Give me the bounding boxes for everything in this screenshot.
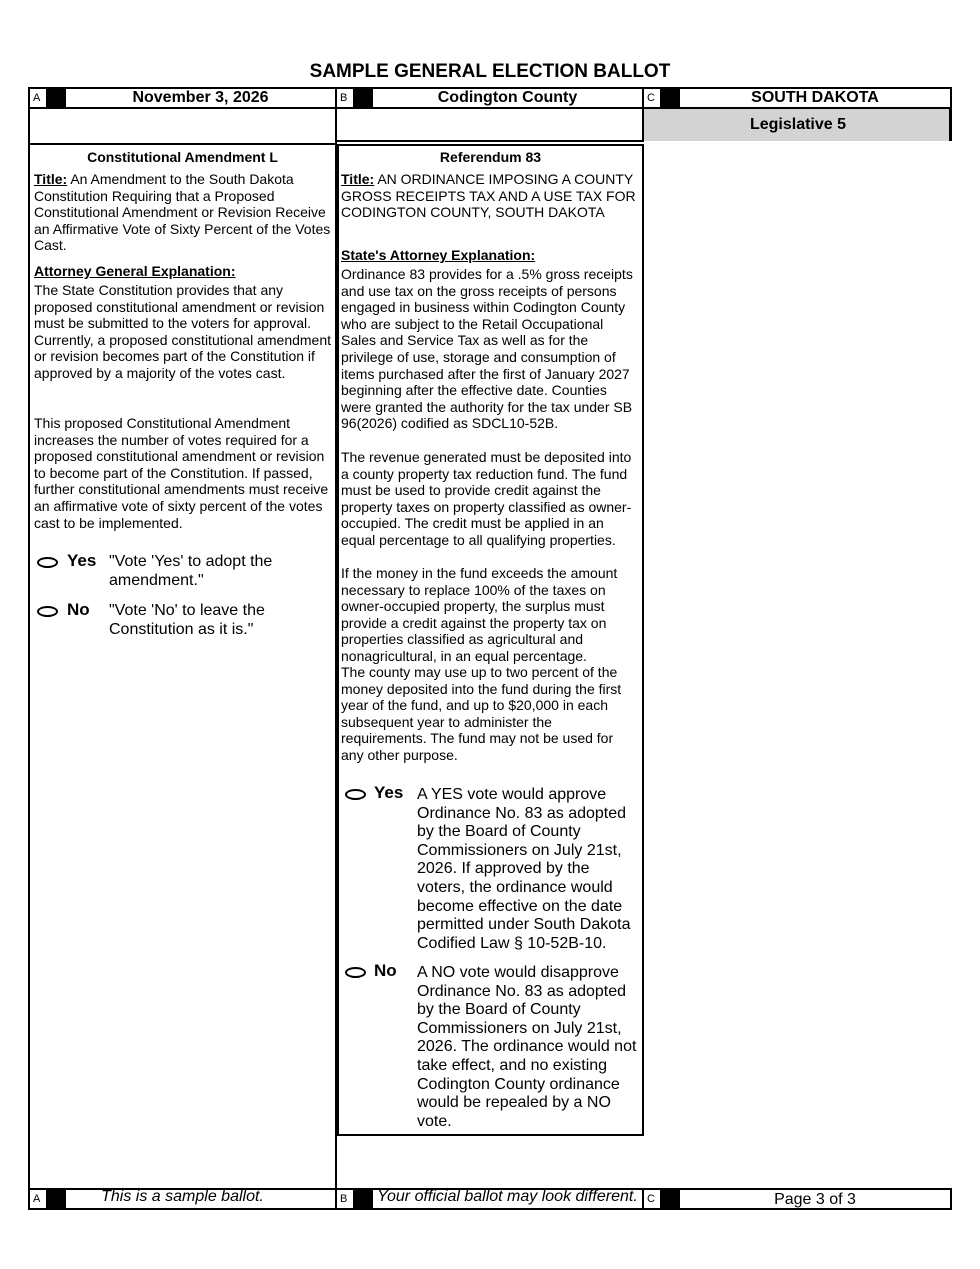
referendum-explanation-p2: The revenue generated must be deposited into a county property tax reduction fund. The fund must be used to provide credit against the property taxes on property classified as owner-occupied. The credit must be applied in an equal percentage to all qualifying properties. [341,449,632,548]
amendment-title-text: An Amendment to the South Dakota Constitution Requiring that a Proposed Constitutional Amendment or Revision Receive an Affirmative Vote of Sixty Percent of the Votes Cast. [34,171,331,254]
amendment-no-label: No [67,600,90,619]
amendment-no-text: "Vote 'No' to leave the Constitution as it is." [109,602,265,638]
timing-mark [353,1190,373,1208]
amendment-title-label: Title: [34,171,68,187]
referendum-heading: Referendum 83 [439,149,542,165]
amendment-explanation-p2: This proposed Constitutional Amendment increases the number of votes required for a proposed constitutional amendment or revision to become part of the Constitution. If passed, further constitutional amendments must receive an affirmative vote of sixty percent of the votes cast to be implemented. [34,415,329,531]
footer-letter-a: A [33,1193,41,1205]
referendum-no-bubble[interactable] [345,967,366,978]
state-name: SOUTH DAKOTA [751,89,879,106]
referendum-title [341,171,639,221]
timing-mark [46,1190,66,1208]
column-a-left-border [28,145,30,1188]
referendum-explanation-p3: If the money in the fund exceeds the amount necessary to replace 100% of the taxes on owner-occupied property, the surplus must provide a credit against the property tax on properties classified as agricultural and nonagricultural, in an equal percentage. [341,565,618,664]
blank-cell-b [335,109,644,142]
header-letter-c: C [647,92,655,104]
timing-mark [353,89,373,107]
footer-sample-note: This is a sample ballot. [101,1188,264,1205]
referendum-no-text: A NO vote would disapprove Ordinance No. 83 as adopted by the Board of County Commissioners on July 21st, 2026. The ordinance would not take effect, and no existing Codington County ordinance would be repealed by a NO vote. [417,964,637,1130]
referendum-no-label: No [374,961,397,980]
referendum-yes-label: Yes [374,783,404,802]
amendment-yes-bubble[interactable] [37,557,58,568]
timing-mark [46,89,66,107]
referendum-explanation-label: State's Attorney Explanation: [341,247,536,263]
blank-cell-a [28,109,337,145]
header-letter-a: A [33,92,41,104]
referendum-title-label: Title: [341,171,375,187]
referendum-yes-bubble[interactable] [345,789,366,800]
amendment-no-bubble[interactable] [37,606,58,617]
election-date: November 3, 2026 [132,89,269,106]
footer-letter-b: B [340,1193,348,1205]
amendment-title [34,171,332,254]
timing-mark [660,1190,680,1208]
county-name: Codington County [437,89,578,106]
ballot-title: SAMPLE GENERAL ELECTION BALLOT [309,61,671,82]
referendum-explanation-p1: Ordinance 83 provides for a .5% gross receipts and use tax on the gross receipts of persons engaged in business within Codington County who are subject to the Retail Occupational Sales and Service Tax as well as for the privilege of use, storage and consumption of items purchased after the first of January 2027 beginning after the effective date. Counties were granted the authority for the tax under SB 96(2026) codified as SDCL10-52B. [341,266,633,432]
referendum-yes-text: A YES vote would approve Ordinance No. 83 as adopted by the Board of County Commissioners on July 21st, 2026. If approved by the voters, the ordinance would become effective on the date permitted under South Dakota Codified Law § 10-52B-10. [417,786,631,952]
referendum-explanation-p4: The county may use up to two percent of the money deposited into the fund during the first year of the fund, and up to $20,000 in each subsequent year to administer the requirements. The fund may not be used for any other purpose. [341,664,622,763]
footer-letter-c: C [647,1193,655,1205]
footer-official-note: Your official ballot may look different. [377,1188,638,1205]
amendment-yes-label: Yes [67,551,97,570]
amendment-yes-text: "Vote 'Yes' to adopt the amendment." [109,553,273,589]
referendum-title-text: AN ORDINANCE IMPOSING A COUNTY GROSS RECEIPTS TAX AND A USE TAX FOR CODINGTON COUNTY, SOUTH DAKOTA [341,171,636,221]
page-number: Page 3 of 3 [774,1191,856,1208]
district-label: Legislative 5 [644,109,952,141]
amendment-explanation-p1: The State Constitution provides that any proposed constitutional amendment or revision must be submitted to the voters for approval. Currently, a proposed constitutional amendment or revision becomes part of the Constitution if approved by a majority of the votes cast. [34,282,332,381]
district-border [949,109,952,141]
timing-mark [660,89,680,107]
amendment-heading: Constitutional Amendment L [87,149,278,165]
header-letter-b: B [340,92,348,104]
amendment-explanation-label: Attorney General Explanation: [34,263,236,279]
